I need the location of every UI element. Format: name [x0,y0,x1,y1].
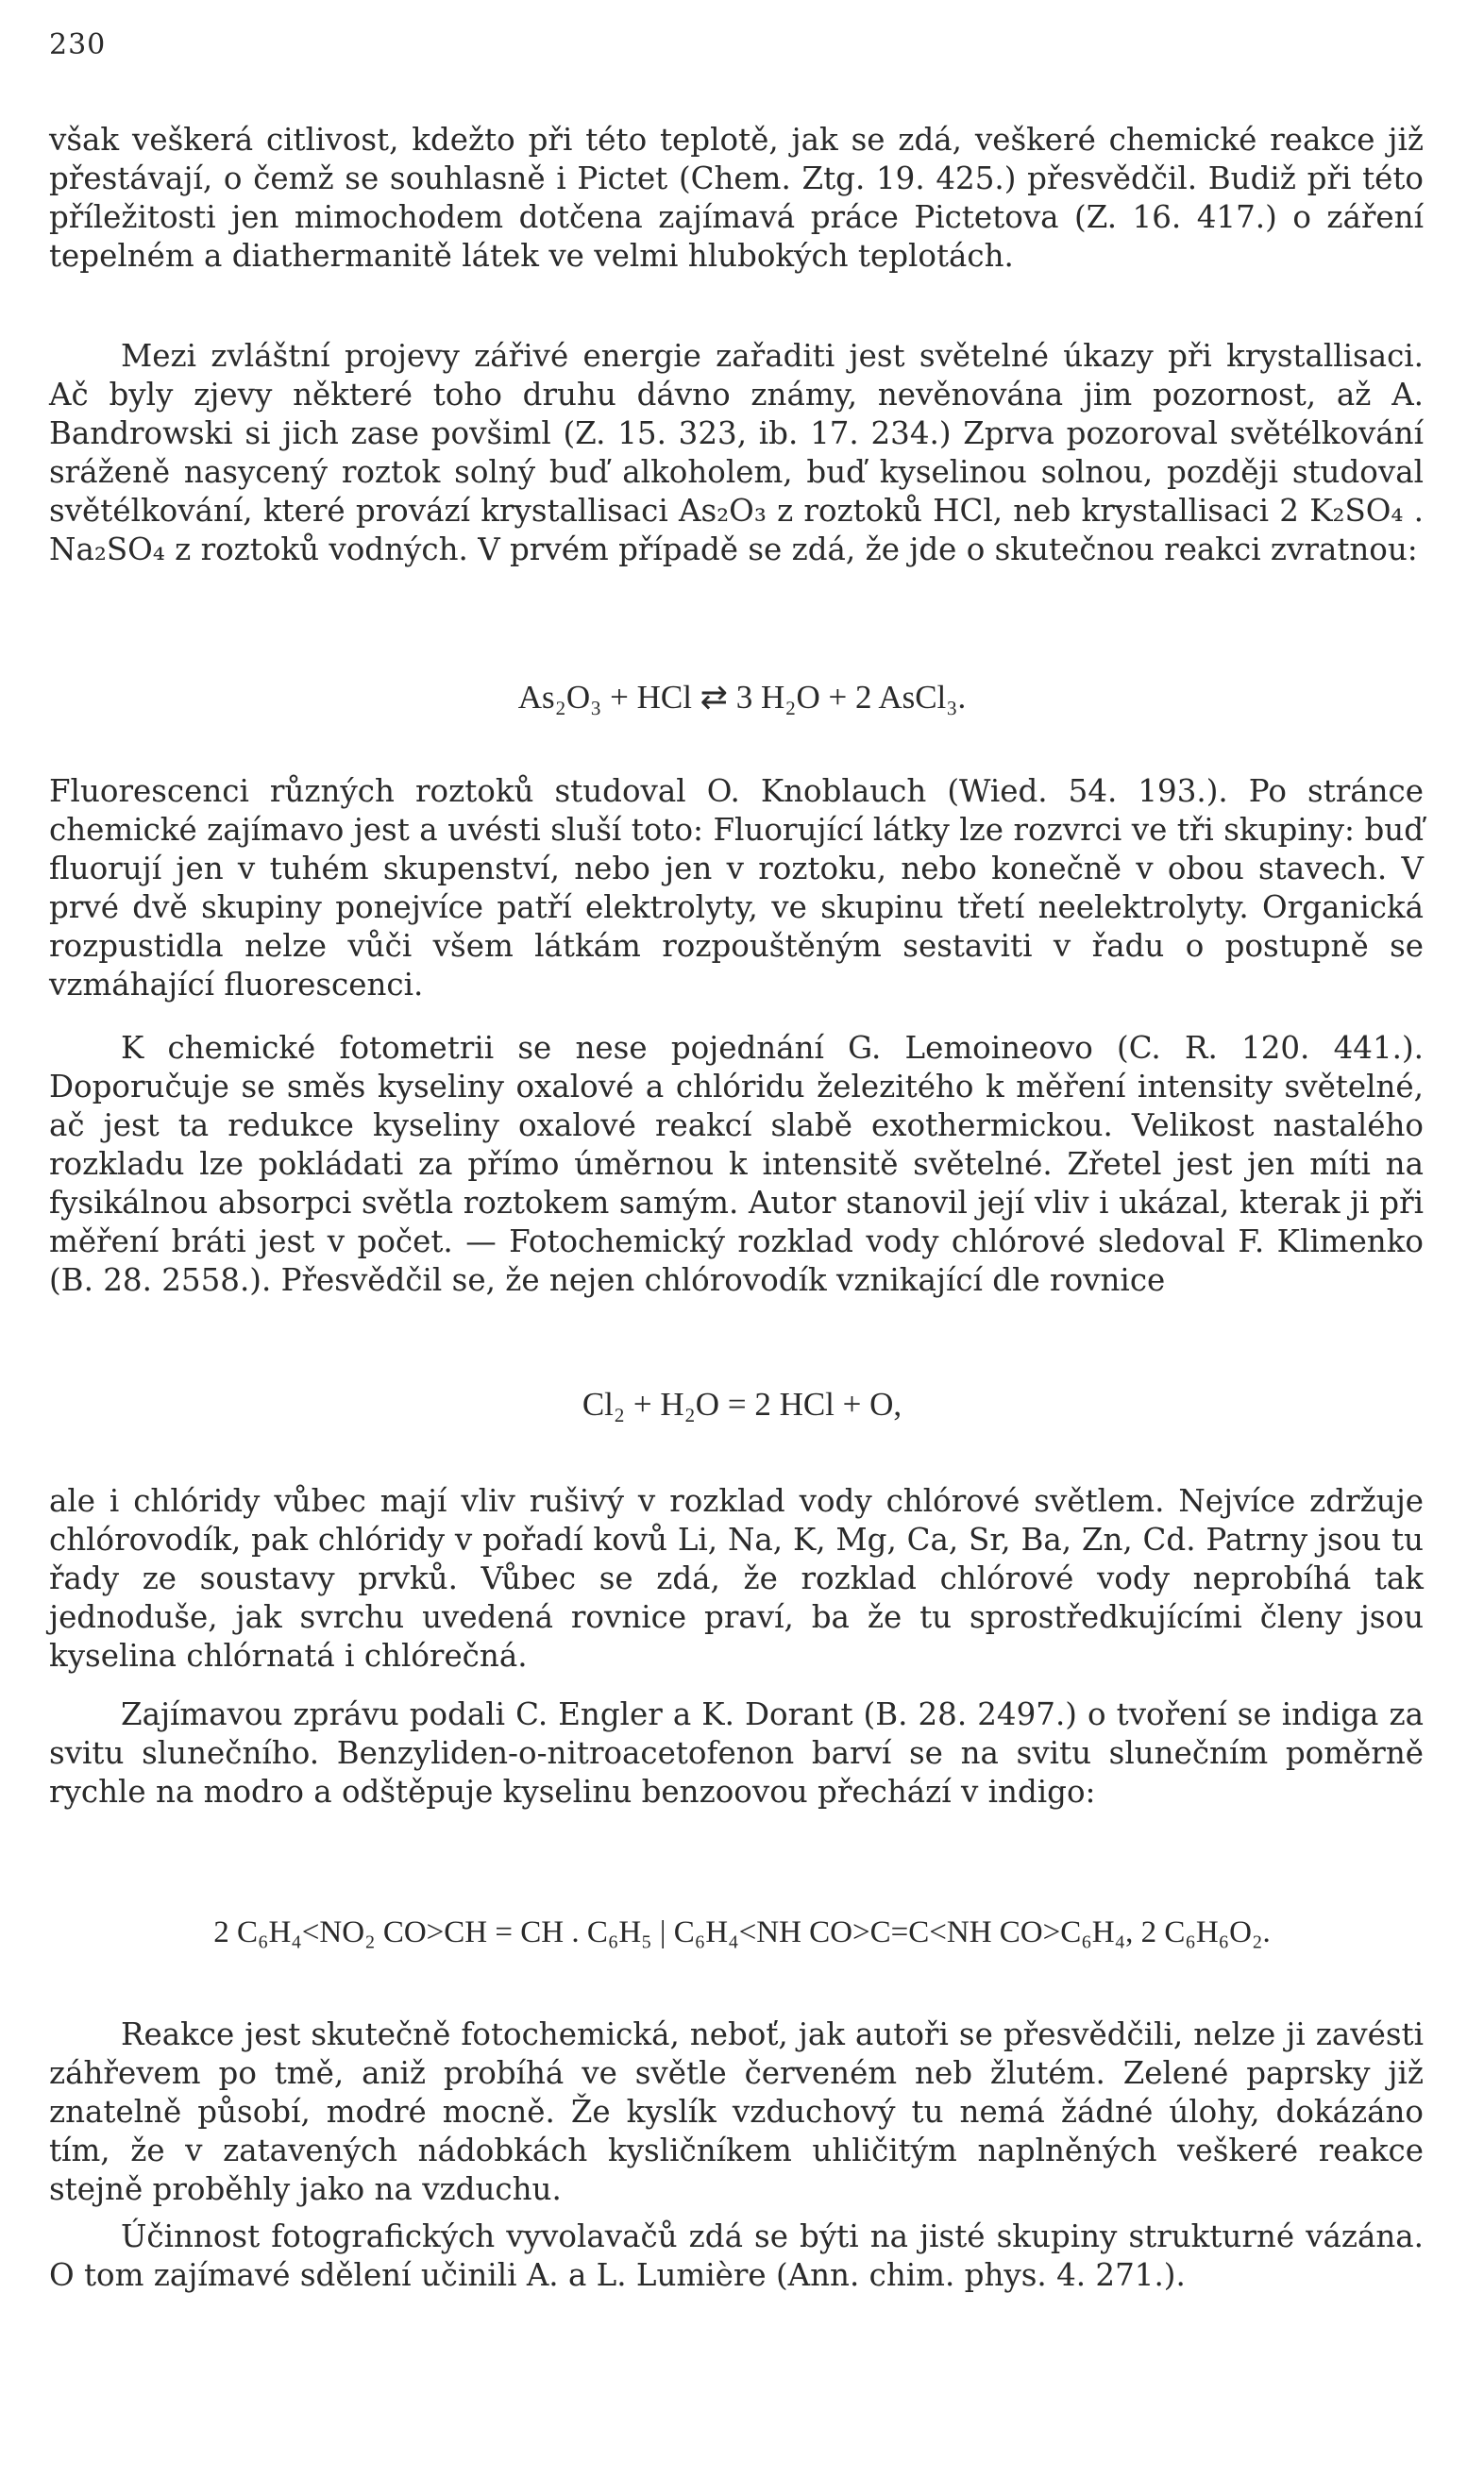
equation-arsenic: As₂O₃ + HCl ⇄ 3 H₂O + 2 AsCl₃. [517,679,967,716]
paragraph-photometry: K chemické fotometrii se nese pojednání G. Lemoineovo (C. R. 120. 441.). Doporučuje se směs kyseliny oxalové a chlóridu železitého k měření intensity světelné, ač jest ta redukce kyseliny oxalové reakcí slabě exothermickou. Velikost nastalého rozkladu lze pokládati za přímo úměrnou k intensitě světelné. Zřetel jest jen míti na fysikálnou absorpci světla roztokem samým. Autor stanovil její vliv i ukázal, kterak ji při měření bráti jest v počet. — Fotochemický rozklad vody chlórové sledoval F. Klimenko (B. 28. 2558.). Přesvědčil se, že nejen chlórovodík vznikající dle rovnice [49,1030,1424,1298]
paragraph-fluorescence: Fluorescenci různých roztoků studoval O. Knoblauch (Wied. 54. 193.). Po stránce chemické zajímavo jest a uvésti sluší toto: Fluorující látky lze rozvrci ve tři skupiny: buď fluorují jen v tuhém skupenství, nebo jen v roztoku, nebo konečně v obou stavech. V prvé dvě skupiny ponejvíce patří elektrolyty, ve skupinu třetí neelektrolyty. Organická rozpustidla nelze vůči všem látkám rozpouštěným sestaviti v řadu o postupně se vzmáhající fluorescenci. [49,773,1424,1003]
equation-chlorine-water: Cl₂ + H₂O = 2 HCl + O, [582,1386,902,1423]
equation-indigo: 2 C₆H₄<NO₂ CO>CH = CH . C₆H₅ | C₆H₄<NH CO>C=C<NH CO>C₆H₄, 2 C₆H₆O₂. [213,1915,1271,1949]
page-number: 230 [49,28,107,61]
paragraph-indigo: Zajímavou zprávu podali C. Engler a K. Dorant (B. 28. 2497.) o tvoření se indiga za svitu slunečního. Benzyliden-o-nitroacetofenon barví se na svitu slunečním poměrně rychle na modro a odštěpuje kyselinu benzoovou přechází v indigo: [49,1696,1424,1810]
paragraph-chlorides: ale i chlóridy vůbec mají vliv rušivý v rozklad vody chlórové světlem. Nejvíce zdržuje chlórovodík, pak chlóridy v pořadí kovů Li, Na, K, Mg, Ca, Sr, Ba, Zn, Cd. Patrny jsou tu řady ze soustavy prvků. Vůbec se zdá, že rozklad chlórové vody neprobíhá tak jednoduše, jak svrchu uvedená rovnice praví, ba že tu sprostředkujícími členy jsou kyselina chlórnatá i chlórečná. [49,1483,1424,1674]
paragraph-developers: Účinnost fotografických vyvolavačů zdá se býti na jisté skupiny strukturné vázána. O tom zajímavé sdělení učinili A. a L. Lumière (Ann. chim. phys. 4. 271.). [49,2218,1424,2293]
paragraph-crystallisation: Mezi zvláštní projevy zářivé energie zařaditi jest světelné úkazy při krystallisaci. Ač byly zjevy některé toho druhu dávno známy, nevěnována jim pozornost, až A. Bandrowski si jich zase povšiml (Z. 15. 323, ib. 17. 234.) Zprva pozoroval světélkování sráženě nasycený roztok solný buď alkoholem, buď kyselinou solnou, později studoval světélkování, které provází krystallisaci As₂O₃ z roztoků HCl, neb krystallisaci 2 K₂SO₄ . Na₂SO₄ z roztoků vodných. V prvém případě se zdá, že jde o skutečnou reakci zvratnou: [49,338,1424,567]
paragraph-pictet: však veškerá citlivost, kdežto při této teplotě, jak se zdá, veškeré chemické reakce již přestávají, o čemž se souhlasně i Pictet (Chem. Ztg. 19. 425.) přesvědčil. Budiž při této příležitosti jen mimochodem dotčena zajímavá práce Pictetova (Z. 16. 417.) o záření tepelném a diathermanitě látek ve velmi hlubokých teplotách. [49,122,1424,274]
paragraph-photochemical: Reakce jest skutečně fotochemická, neboť, jak autoři se přesvědčili, nelze ji zavésti záhřevem po tmě, aniž probíhá ve světle červeném neb žlutém. Zelené paprsky již znatelně působí, modré mocně. Že kyslík vzduchový tu nemá žádné úlohy, dokázáno tím, že v zatavených nádobkách kysličníkem uhličitým naplněných veškeré reakce stejně proběhly jako na vzduchu. [49,2016,1424,2207]
